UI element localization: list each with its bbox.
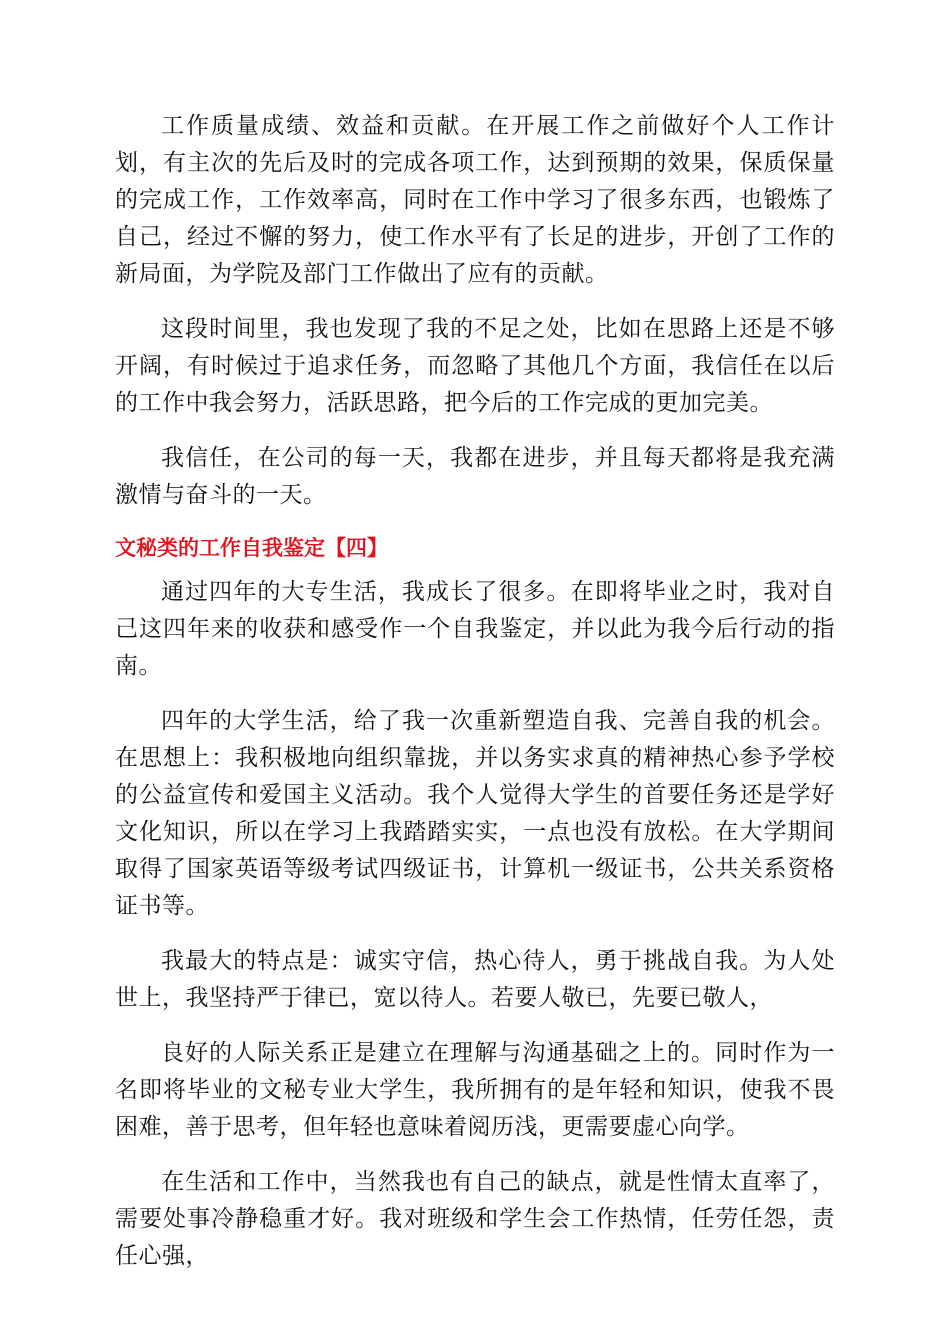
paragraph: 在生活和工作中，当然我也有自己的缺点，就是性情太直率了，需要处事冷静稳重才好。我对班级和学生会工作热情，任劳任怨，责任心强， — [115, 1169, 835, 1269]
paragraph: 这段时间里，我也发现了我的不足之处，比如在思路上还是不够开阔，有时候过于追求任务，而忽略了其他几个方面，我信任在以后的工作中我会努力，活跃思路，把今后的工作完成的更加完美。 — [115, 316, 835, 416]
section-heading: 文秘类的工作自我鉴定【四】 — [115, 536, 388, 560]
paragraph: 我信任，在公司的每一天，我都在进步，并且每天都将是我充满激情与奋斗的一天。 — [115, 445, 835, 508]
paragraph: 工作质量成绩、效益和贡献。在开展工作之前做好个人工作计划，有主次的先后及时的完成各项工作，达到预期的效果，保质保量的完成工作，工作效率高，同时在工作中学习了很多东西，也锻炼了自己，经过不懈的努力，使工作水平有了长足的进步，开创了工作的新局面，为学院及部门工作做出了应有的贡献。 — [115, 113, 835, 287]
paragraph: 良好的人际关系正是建立在理解与沟通基础之上的。同时作为一名即将毕业的文秘专业大学生，我所拥有的是年轻和知识，使我不畏困难，善于思考，但年轻也意味着阅历浅，更需要虚心向学。 — [115, 1040, 835, 1140]
paragraph: 我最大的特点是：诚实守信，热心待人，勇于挑战自我。为人处世上，我坚持严于律已，宽以待人。若要人敬已，先要已敬人， — [115, 948, 835, 1011]
document-page — [115, 108, 835, 1293]
paragraph: 四年的大学生活，给了我一次重新塑造自我、完善自我的机会。在思想上：我积极地向组织靠拢，并以务实求真的精神热心参予学校的公益宣传和爱国主义活动。我个人觉得大学生的首要任务还是学好文化知识，所以在学习上我踏踏实实，一点也没有放松。在大学期间取得了国家英语等级考试四级证书，计算机一级证书，公共关系资格证书等。 — [115, 708, 835, 919]
paragraph: 通过四年的大专生活，我成长了很多。在即将毕业之时，我对自己这四年来的收获和感受作一个自我鉴定，并以此为我今后行动的指南。 — [115, 579, 835, 679]
